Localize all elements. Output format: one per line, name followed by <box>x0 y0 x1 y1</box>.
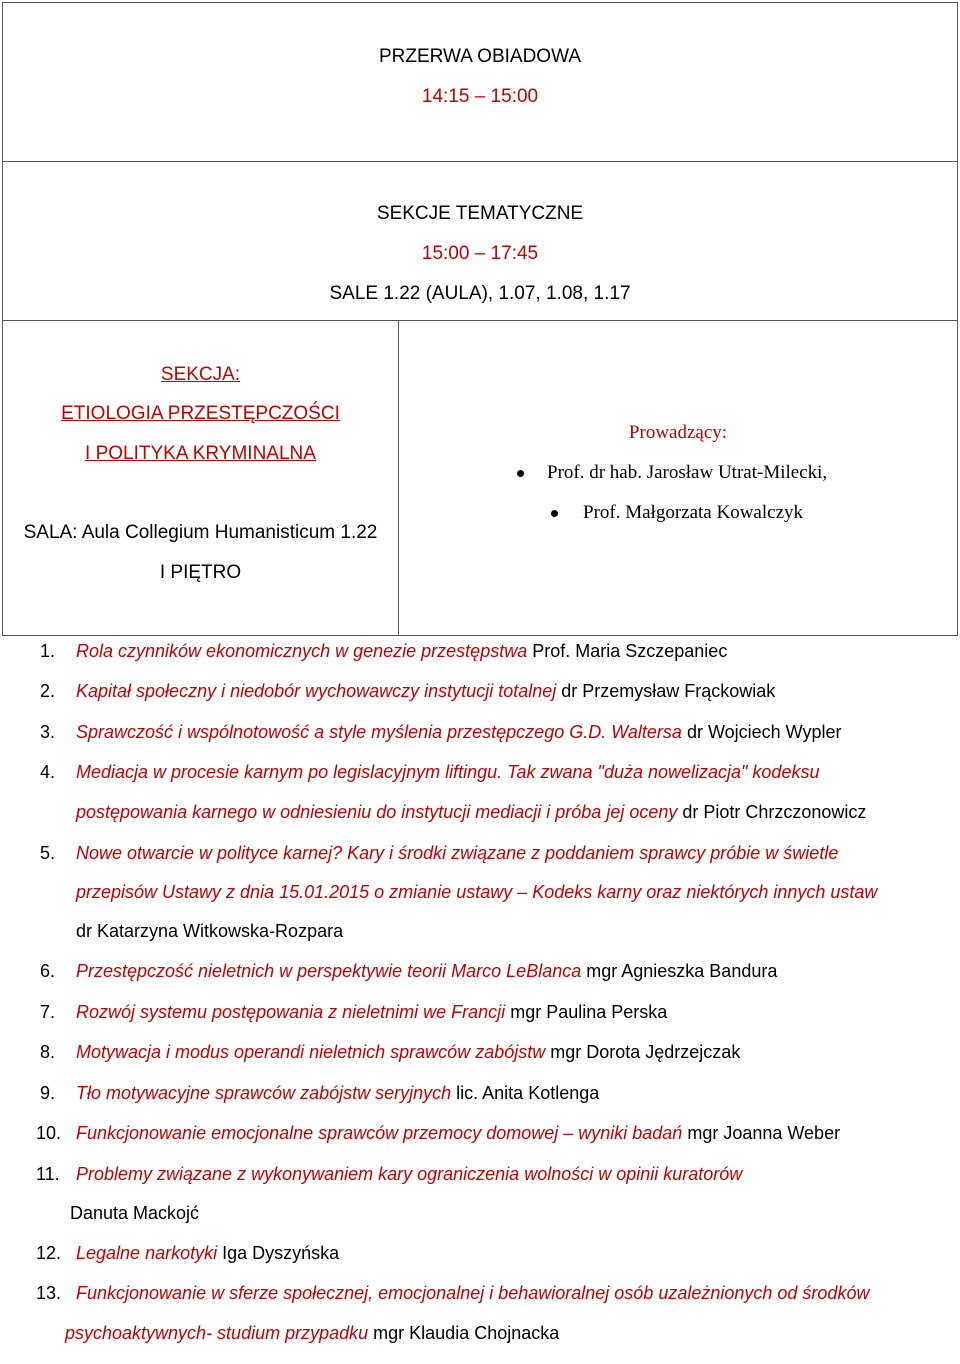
talk-number: 7. <box>40 1002 56 1022</box>
talk-title: Przestępczość nieletnich w perspektywie teorii Marco LeBlanca <box>76 961 582 981</box>
talk-speaker: lic. Anita Kotlenga <box>456 1083 600 1103</box>
talk-speaker: Danuta Mackojć <box>70 1203 200 1223</box>
talk-number: 5. <box>40 843 56 863</box>
moderator-name: Prof. dr hab. Jarosław Utrat-Milecki, <box>547 462 828 483</box>
bullet-icon <box>517 470 524 477</box>
talk-number: 10. <box>36 1123 62 1143</box>
talk-title: Funkcjonowanie emocjonalne sprawców przemocy domowej – wyniki badań <box>76 1123 683 1143</box>
moderator-name: Prof. Małgorzata Kowalczyk <box>583 502 804 523</box>
talk-title: Rola czynników ekonomicznych w genezie przestępstwa <box>76 641 528 661</box>
talk-number: 12. <box>36 1243 62 1263</box>
talk-number: 9. <box>40 1083 56 1103</box>
talk-speaker: Prof. Maria Szczepaniec <box>532 641 728 661</box>
sections-box <box>2 161 958 321</box>
talk-speaker: mgr Agnieszka Bandura <box>586 961 778 981</box>
section-floor: I PIĘTRO <box>159 562 242 583</box>
lunch-title: PRZERWA OBIADOWA <box>379 46 581 67</box>
talk-title: Rozwój systemu postępowania z nieletnimi we Francji <box>76 1002 506 1022</box>
section-name-line1: ETIOLOGIA PRZESTĘPCZOŚCI <box>61 403 340 424</box>
talk-title: Sprawczość i wspólnotowość a style myślenia przestępczego G.D. Waltersa <box>76 722 682 742</box>
talk-title: Tło motywacyjne sprawców zabójstw seryjnych <box>76 1083 452 1103</box>
lunch-break-box <box>2 2 958 162</box>
talk-title: Legalne narkotyki <box>76 1243 218 1263</box>
talk-number: 3. <box>40 722 56 742</box>
talk-speaker: mgr Joanna Weber <box>687 1123 841 1143</box>
sections-time: 15:00 – 17:45 <box>421 243 539 264</box>
talk-number: 1. <box>40 641 56 661</box>
talk-speaker: dr Katarzyna Witkowska-Rozpara <box>76 921 344 941</box>
talk-speaker: Iga Dyszyńska <box>222 1243 340 1263</box>
talk-speaker: mgr Paulina Perska <box>510 1002 668 1022</box>
bullet-icon <box>551 510 558 517</box>
talk-title: Problemy związane z wykonywaniem kary ograniczenia wolności w opinii kuratorów <box>76 1164 743 1184</box>
section-room: SALA: Aula Collegium Humanisticum 1.22 <box>23 522 378 543</box>
talk-speaker: mgr Klaudia Chojnacka <box>373 1323 560 1343</box>
talk-title-line1: Mediacja w procesie karnym po legislacyjnym liftingu. Tak zwana "duża nowelizacja" kodeksu <box>76 762 820 782</box>
moderator-item <box>551 501 803 525</box>
moderator-item <box>517 461 827 485</box>
talk-number: 2. <box>40 681 56 701</box>
talk-title: Motywacja i modus operandi nieletnich sprawców zabójstw <box>76 1042 546 1062</box>
talk-number: 13. <box>36 1283 62 1303</box>
section-label: SEKCJA: <box>160 364 241 385</box>
talk-number: 6. <box>40 961 56 981</box>
talk-title-line2: psychoaktywnych- studium przypadku <box>65 1323 369 1343</box>
talk-speaker: dr Piotr Chrzczonowicz <box>682 802 867 822</box>
talk-title-line1: Funkcjonowanie w sferze społecznej, emocjonalnej i behawioralnej osób uzależnionych od środków <box>76 1283 870 1303</box>
moderators-label: Prowadzący: <box>628 422 728 443</box>
moderators-box <box>398 320 958 636</box>
talk-title-line2: postępowania karnego w odniesieniu do instytucji mediacji i próba jej oceny <box>76 802 678 822</box>
talk-number: 11. <box>36 1164 60 1184</box>
talk-speaker: dr Przemysław Frąckowiak <box>561 681 776 701</box>
section-name-line2: I POLITYKA KRYMINALNA <box>85 443 316 464</box>
talk-speaker: dr Wojciech Wypler <box>686 722 842 742</box>
section-info-box <box>2 320 399 636</box>
talk-number: 4. <box>40 762 56 782</box>
talk-number: 8. <box>40 1042 56 1062</box>
talk-speaker: mgr Dorota Jędrzejczak <box>550 1042 741 1062</box>
sections-rooms: SALE 1.22 (AULA), 1.07, 1.08, 1.17 <box>329 283 631 304</box>
sections-title: SEKCJE TEMATYCZNE <box>376 203 584 224</box>
talk-title-line1: Nowe otwarcie w polityce karnej? Kary i środki związane z poddaniem sprawcy próbie w świetle <box>76 843 839 863</box>
lunch-time: 14:15 – 15:00 <box>421 86 539 107</box>
talk-title: Kapitał społeczny i niedobór wychowawczy instytucji totalnej <box>76 681 557 701</box>
talk-title-line2: przepisów Ustawy z dnia 15.01.2015 o zmianie ustawy – Kodeks karny oraz niektórych innych ustaw <box>76 882 878 902</box>
